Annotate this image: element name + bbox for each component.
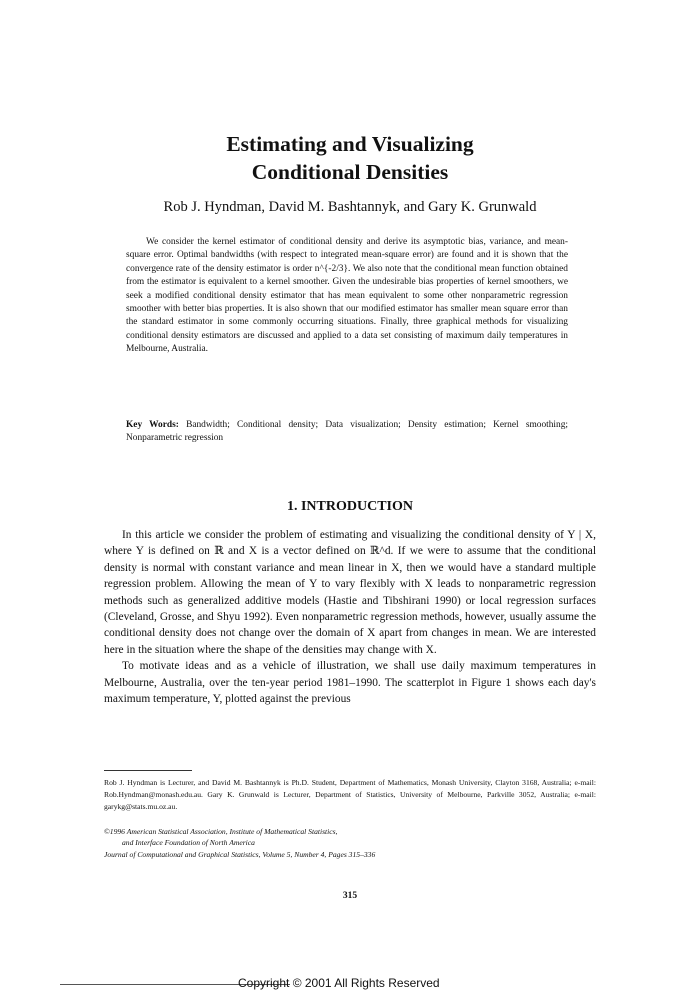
intro-paragraph-2: To motivate ideas and as a vehicle of illustration, we shall use daily maximum temperatures in Melbourne, Australia, over the ten-year period 1981–1990. The scatterplot in Figure 1 shows each day's maximum temperature, Y, plotted against the previous [104, 660, 596, 706]
key-words-text: Bandwidth; Conditional density; Data visualization; Density estimation; Kernel smoothing; Nonparametric regression [126, 420, 569, 444]
journal-citation-line: Journal of Computational and Graphical Statistics, Volume 5, Number 4, Pages 315–336 [104, 849, 376, 859]
section-heading: 1. INTRODUCTION [286, 499, 413, 514]
author-list: Rob J. Hyndman, David M. Bashtannyk, and Gary K. Grunwald [163, 199, 537, 215]
bottom-copyright: Copyright © 2001 All Rights Reserved [238, 976, 440, 990]
journal-copyright-notice [104, 826, 596, 860]
paper-title [0, 130, 700, 186]
key-words [126, 419, 568, 446]
abstract-text: We consider the kernel estimator of conditional density and derive its asymptotic bias, variance, and mean-square error. Optimal bandwidths (with respect to integrated mean-square error) are found and it is shown that the convergence rate of the density estimator is order n^{-2/3}. We also note that the conditional mean function obtained from the estimator is equivalent to a kernel smoother. Given the undesirable bias properties of kernel smoothers, we seek a modified conditional density estimator that has mean equivalent to some other nonparametric regression smoother with better bias properties. It is also shown that our modified estimator has smaller mean square error than the standard estimator in some commonly occurring situations. Finally, three graphical methods for visualizing conditional density estimators are discussed and applied to a data set consisting of maximum daily temperatures in Melbourne, Australia. [126, 237, 568, 355]
copyright-line-2: and Interface Foundation of North America [122, 838, 255, 848]
title-line-1: Estimating and Visualizing [226, 132, 474, 156]
introduction-body [104, 527, 596, 707]
page-number: 315 [342, 891, 358, 901]
title-line-2: Conditional Densities [251, 160, 449, 184]
footnote-divider [104, 770, 192, 771]
abstract [126, 236, 568, 357]
author-footnote: Rob J. Hyndman is Lecturer, and David M. Bashtannyk is Ph.D. Student, Department of Mathematics, Monash University, Clayton 3168, Australia; e-mail: Rob.Hyndman@monash.edu.au. Gary K. Grunwald is Lecturer, Department of Statistics, University of Melbourne, Parkville 3052, Australia; e-mail: garykg@stats.mu.oz.au. [104, 778, 596, 812]
intro-paragraph-1: In this article we consider the problem of estimating and visualizing the conditional density of Y | X, where Y is defined on ℝ and X is a vector defined on ℝ^d. If we were to assume that the conditional density is normal with constant variance and mean linear in X, then we would have a standard multiple regression problem. Allowing the mean of Y to vary flexibly with X leads to nonparametric regression methods such as generalized additive models (Hastie and Tibshirani 1990) or local regression surfaces (Cleveland, Grosse, and Shyu 1992). Even nonparametric regression methods, however, usually assume the conditional density does not change over the domain of X apart from changes in mean. We are interested here in the situation where the shape of the densities may change with X. [104, 529, 596, 656]
copyright-line-1: ©1996 American Statistical Association, Institute of Mathematical Statistics, [104, 827, 338, 836]
key-words-label: Key Words: [126, 420, 179, 430]
